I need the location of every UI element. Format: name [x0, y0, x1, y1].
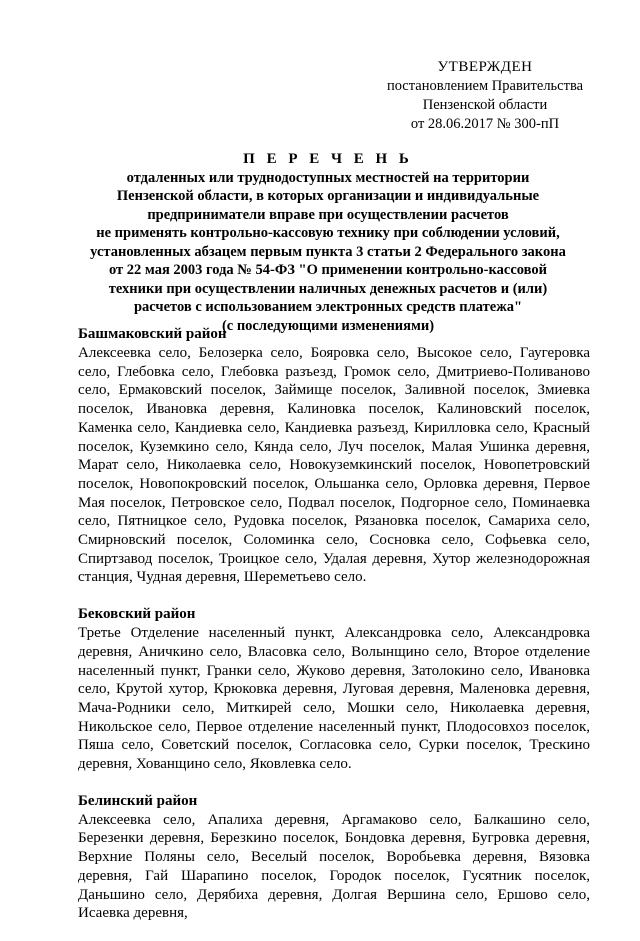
- district-name: Башмаковский район: [78, 326, 227, 342]
- title-line: расчетов с использованием электронных средств платежа": [133, 299, 523, 315]
- title-heading: П Е Р Е Ч Е Н Ь: [243, 151, 413, 167]
- district-localities: Третье Отделение населенный пункт, Александровка село, Александровка деревня, Аничкино село, Власовка село, Волынщино село, Второе отделение населенный пункт, Гранки село, Жуково деревня, Затолокино село, Ивановка село, Крутой хутор, Крюковка деревня, Луговая деревня, Маленовка деревня, Мача-Родники село, Миткирей село, Мошки село, Николаевка деревня, Никольское село, Первое отделение населенный пункт, Плодосовхоз поселок, Пяша село, Советский поселок, Согласовка село, Сурки поселок, Трескино деревня, Хованщино село, Яковлевка село.: [78, 625, 590, 773]
- district-localities: Алексеевка село, Апалиха деревня, Аргамаково село, Балкашино село, Березенки деревня, Березкино поселок, Бондовка деревня, Бугровка деревня, Верхние Поляны село, Веселый поселок, Воробьевка деревня, Вязовка деревня, Гай Шарапино поселок, Городок поселок, Гусятник поселок, Даньшино село, Дерябиха деревня, Долгая Вершина село, Ершово село, Исаевка деревня,: [78, 811, 590, 922]
- title-line: не применять контрольно-кассовую технику при соблюдении условий,: [96, 225, 560, 241]
- title-line: предприниматели вправе при осуществлении расчетов: [147, 206, 509, 223]
- district-section: [78, 792, 590, 923]
- district-section: [78, 325, 590, 587]
- approval-line-2: постановлением Правительства: [386, 78, 584, 94]
- district-localities: Алексеевка село, Белозерка село, Бояровка село, Высокое село, Гаугеровка село, Глебовка село, Глебовка разъезд, Громок село, Дмитриево-Поливаново село, Ермаковский поселок, Займище поселок, Заливной поселок, Змиевка поселок, Ивановка деревня, Калиновка поселок, Калиновский поселок, Каменка село, Кандиевка село, Кандиевка разъезд, Кирилловка село, Красный поселок, Куземкино село, Кянда село, Луч поселок, Малая Ушинка деревня, Марат село, Николаевка село, Новокуземкинский поселок, Новопетровский поселок, Новопокровский поселок, Ольшанка село, Орловка деревня, Первое Мая поселок, Петровское село, Подвал поселок, Подгорное село, Поминаевка село, Пятницкое село, Рудовка поселок, Рязановка поселок, Самариха село, Смирновский поселок, Соломинка село, Сосновка село, Софьевка село, Спиртзавод поселок, Троицкое село, Удалая деревня, Хутор железнодорожная станция, Чудная деревня, Шереметьево село.: [78, 345, 590, 586]
- approval-line-3: Пензенской области: [422, 97, 548, 113]
- title-line: установленных абзацем первым пункта 3 статьи 2 Федерального закона: [90, 243, 566, 260]
- approval-line-4: от 28.06.2017 № 300-пП: [410, 116, 560, 132]
- title-line: отдаленных или труднодоступных местностей на территории: [126, 169, 530, 186]
- title-line: (с последующими изменениями): [221, 317, 435, 334]
- approval-heading: УТВЕРЖДЕН: [437, 59, 533, 75]
- title-line: техники при осуществлении наличных денежных расчетов и (или): [108, 280, 548, 297]
- district-list: [78, 325, 590, 941]
- title-line: Пензенской области, в которых организации и индивидуальные: [116, 188, 540, 204]
- document-title: [68, 150, 588, 335]
- district-name: Бековский район: [78, 606, 196, 623]
- title-line: от 22 мая 2003 года № 54-ФЗ "О применении контрольно-кассовой: [108, 262, 547, 278]
- district-section: [78, 605, 590, 774]
- district-name: Белинский район: [78, 792, 198, 809]
- approval-stamp: [360, 58, 610, 134]
